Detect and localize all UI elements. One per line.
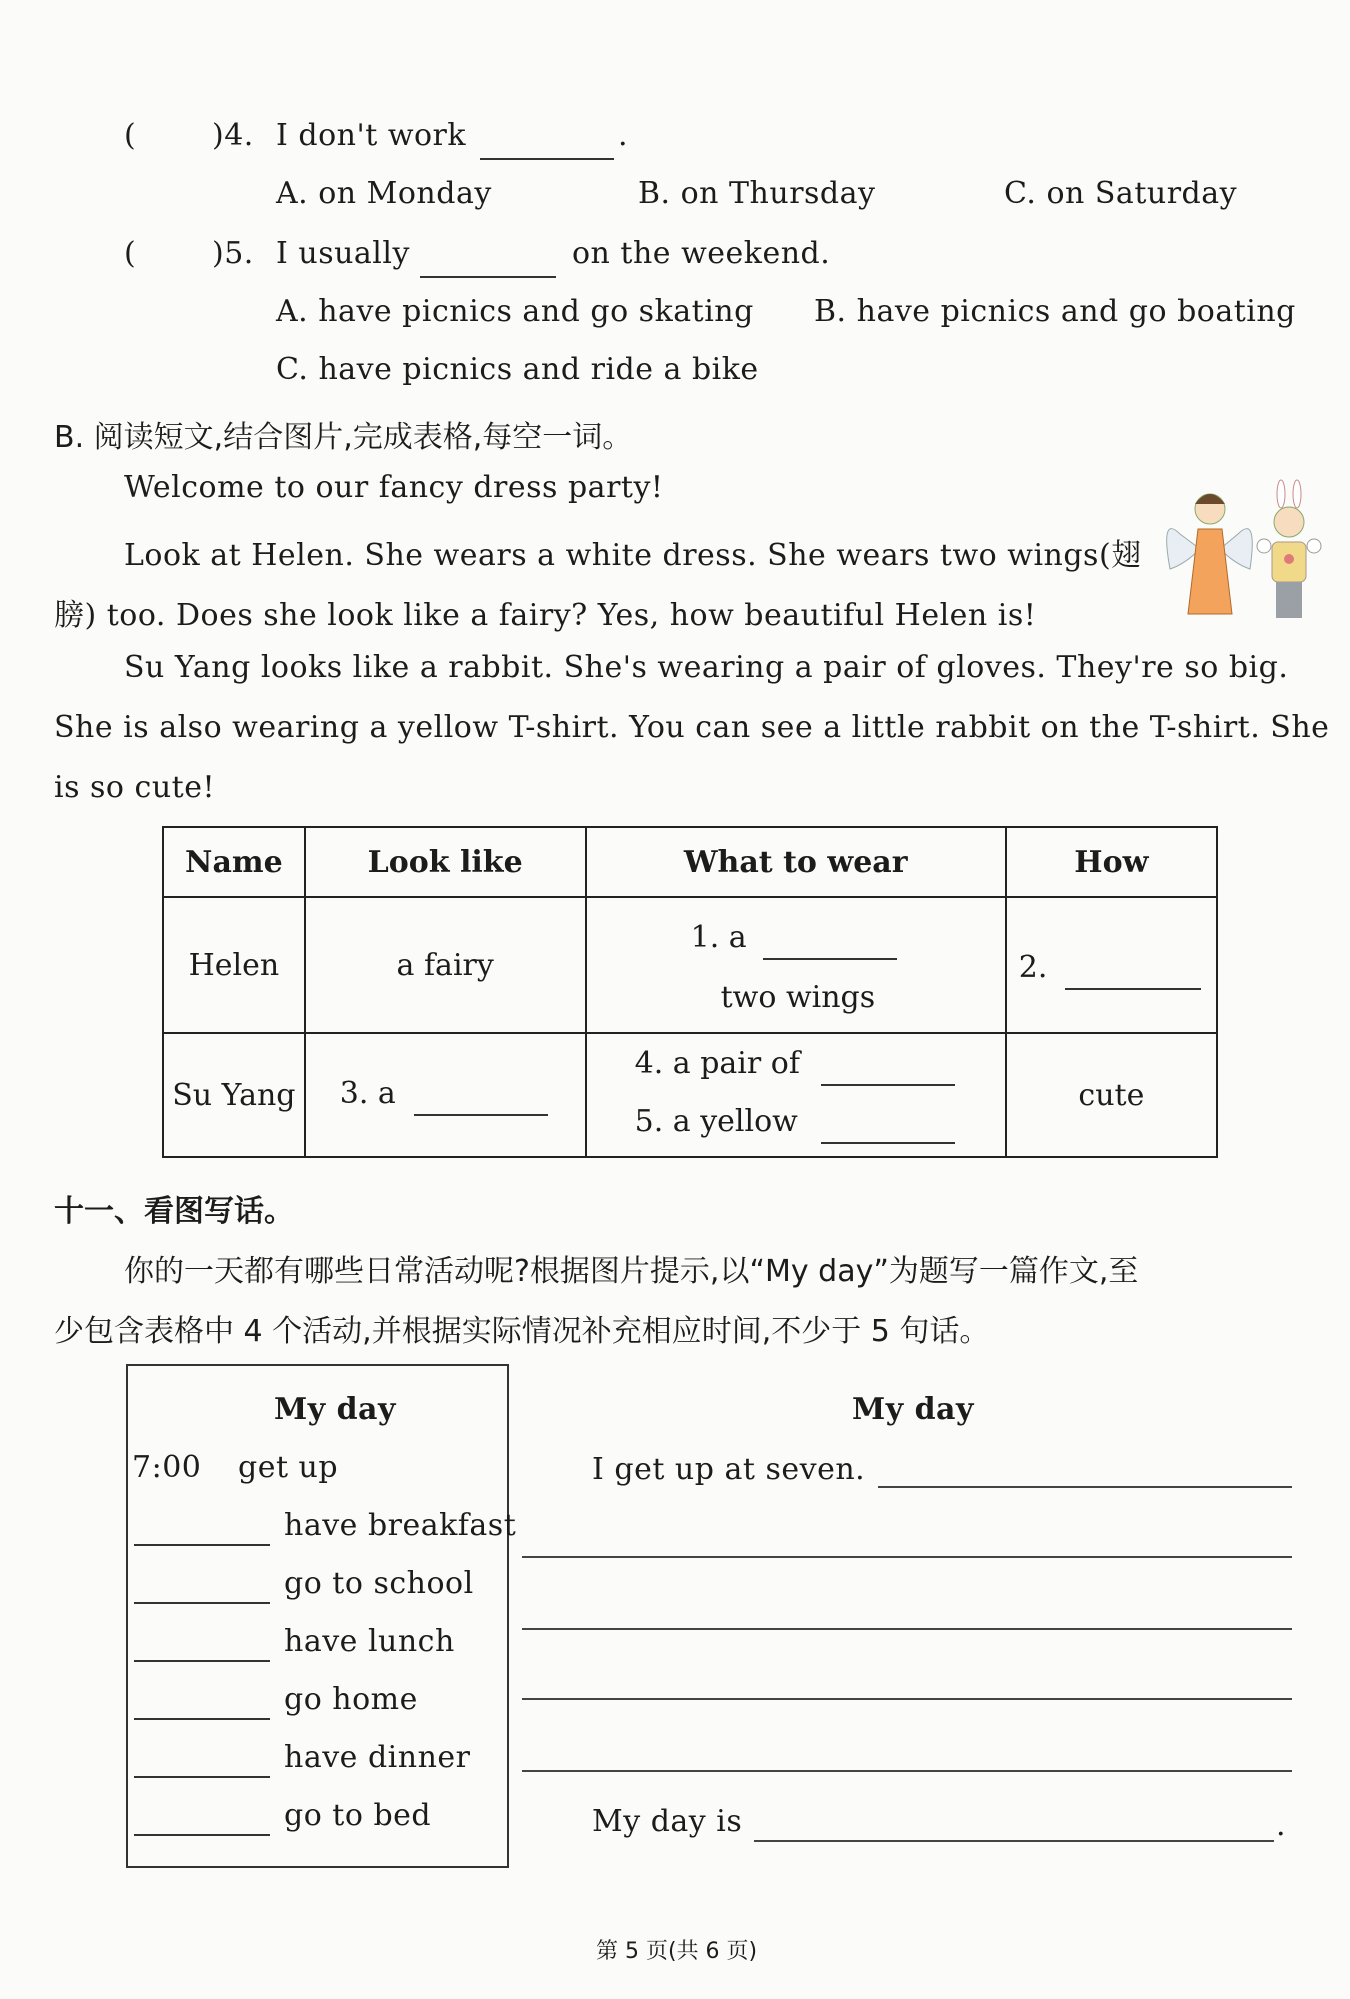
- q4-number: )4.: [212, 118, 254, 153]
- passage-line-2: Look at Helen. She wears a white dress. She wears two wings(翅: [124, 538, 1142, 573]
- table-row-helen: [163, 897, 1217, 1033]
- fancy-dress-table: [162, 826, 1218, 1158]
- essay-line-4[interactable]: [522, 1698, 1292, 1700]
- q5-stem: I usually: [276, 236, 410, 271]
- activity-home: go home: [284, 1682, 418, 1717]
- q5-option-a: A. have picnics and go skating: [276, 294, 754, 329]
- blank-2[interactable]: [1065, 956, 1201, 990]
- helen-wear-2: two wings: [720, 980, 876, 1015]
- passage-line-5: She is also wearing a yellow T-shirt. You can see a little rabbit on the T-shirt. She: [54, 710, 1330, 745]
- time-blank-home[interactable]: [134, 1688, 270, 1720]
- section-11-instruction-1: 你的一天都有哪些日常活动呢?根据图片提示,以“My day”为题写一篇作文,至: [124, 1254, 1139, 1289]
- my-day-activity-box: [126, 1364, 517, 1868]
- q5-option-c: C. have picnics and ride a bike: [276, 352, 759, 387]
- essay-title: My day: [852, 1392, 974, 1427]
- my-day-box-title: My day: [274, 1392, 396, 1427]
- time-blank-school[interactable]: [134, 1572, 270, 1604]
- cell-suyang-look: [305, 1033, 586, 1157]
- q5-paren-open: (: [124, 236, 137, 271]
- activity-school: go to school: [284, 1566, 474, 1601]
- header-name: Name: [163, 827, 305, 897]
- header-look-like: Look like: [305, 827, 586, 897]
- essay-end-period: .: [1276, 1808, 1287, 1843]
- activity-dinner: have dinner: [284, 1740, 471, 1775]
- helen-wear-1: 1. a: [690, 920, 747, 955]
- header-how: How: [1006, 827, 1217, 897]
- q4-stem-end: .: [618, 118, 629, 153]
- blank-5[interactable]: [821, 1110, 955, 1144]
- blank-1[interactable]: [763, 926, 897, 960]
- cell-helen-wear: [586, 897, 1006, 1033]
- cell-helen-how: [1006, 897, 1217, 1033]
- q4-answer-blank[interactable]: [480, 122, 614, 160]
- time-blank-dinner[interactable]: [134, 1746, 270, 1778]
- page-footer: 第 5 页(共 6 页): [596, 1939, 758, 1964]
- essay-line-5[interactable]: [522, 1770, 1292, 1772]
- suyang-look-number: 3. a: [339, 1076, 396, 1111]
- q5-stem-end: on the weekend.: [572, 236, 831, 271]
- cell-helen-look: [305, 897, 586, 1033]
- table-row-su-yang: [163, 1033, 1217, 1157]
- activity-breakfast: have breakfast: [284, 1508, 517, 1543]
- section-b-title: B. 阅读短文,结合图片,完成表格,每空一词。: [54, 420, 633, 455]
- cell-suyang-how: [1006, 1033, 1217, 1157]
- helen-how-number: 2.: [1018, 950, 1048, 985]
- activity-bed: go to bed: [284, 1798, 432, 1833]
- helen-name: Helen: [188, 947, 280, 983]
- essay-line-1[interactable]: [878, 1486, 1292, 1488]
- suyang-how: cute: [1078, 1077, 1145, 1113]
- suyang-wear-2: 5. a yellow: [634, 1104, 798, 1139]
- passage-line-6: is so cute!: [54, 770, 216, 805]
- fairy-and-rabbit-illustration: [1160, 474, 1340, 624]
- time-blank-lunch[interactable]: [134, 1630, 270, 1662]
- suyang-name: Su Yang: [172, 1077, 296, 1113]
- q5-answer-blank[interactable]: [420, 240, 556, 278]
- passage-line-1: Welcome to our fancy dress party!: [124, 470, 664, 505]
- first-time: 7:00: [132, 1450, 202, 1485]
- q4-stem: I don't work: [276, 118, 467, 153]
- passage-line-3: 膀) too. Does she look like a fairy? Yes, how beautiful Helen is!: [54, 598, 1037, 633]
- time-blank-breakfast[interactable]: [134, 1514, 270, 1546]
- activity-lunch: have lunch: [284, 1624, 455, 1659]
- first-activity: get up: [238, 1450, 339, 1485]
- q5-number: )5.: [212, 236, 254, 271]
- essay-line-2[interactable]: [522, 1556, 1292, 1558]
- q4-option-a: A. on Monday: [276, 176, 492, 211]
- essay-line-3[interactable]: [522, 1628, 1292, 1630]
- section-11-title: 十一、看图写话。: [54, 1194, 294, 1229]
- blank-3[interactable]: [414, 1082, 548, 1116]
- blank-4[interactable]: [821, 1052, 955, 1086]
- q4-paren-open: (: [124, 118, 137, 153]
- section-11-instruction-2: 少包含表格中 4 个活动,并根据实际情况补充相应时间,不少于 5 句话。: [54, 1314, 990, 1349]
- suyang-wear-1: 4. a pair of: [634, 1046, 800, 1081]
- q5-option-b: B. have picnics and go boating: [814, 294, 1296, 329]
- essay-last-sentence: My day is: [592, 1804, 743, 1839]
- passage-line-4: Su Yang looks like a rabbit. She's wearing a pair of gloves. They're so big.: [124, 650, 1289, 685]
- essay-first-sentence: I get up at seven.: [592, 1452, 866, 1487]
- q4-option-c: C. on Saturday: [1004, 176, 1238, 211]
- essay-line-last[interactable]: [754, 1840, 1274, 1842]
- cell-helen-name: [163, 897, 305, 1033]
- time-blank-bed[interactable]: [134, 1804, 270, 1836]
- cell-suyang-wear: [586, 1033, 1006, 1157]
- q4-option-b: B. on Thursday: [638, 176, 876, 211]
- helen-look: a fairy: [396, 947, 494, 983]
- header-what-to-wear: What to wear: [586, 827, 1006, 897]
- cell-suyang-name: [163, 1033, 305, 1157]
- table-header-row: [163, 827, 1217, 897]
